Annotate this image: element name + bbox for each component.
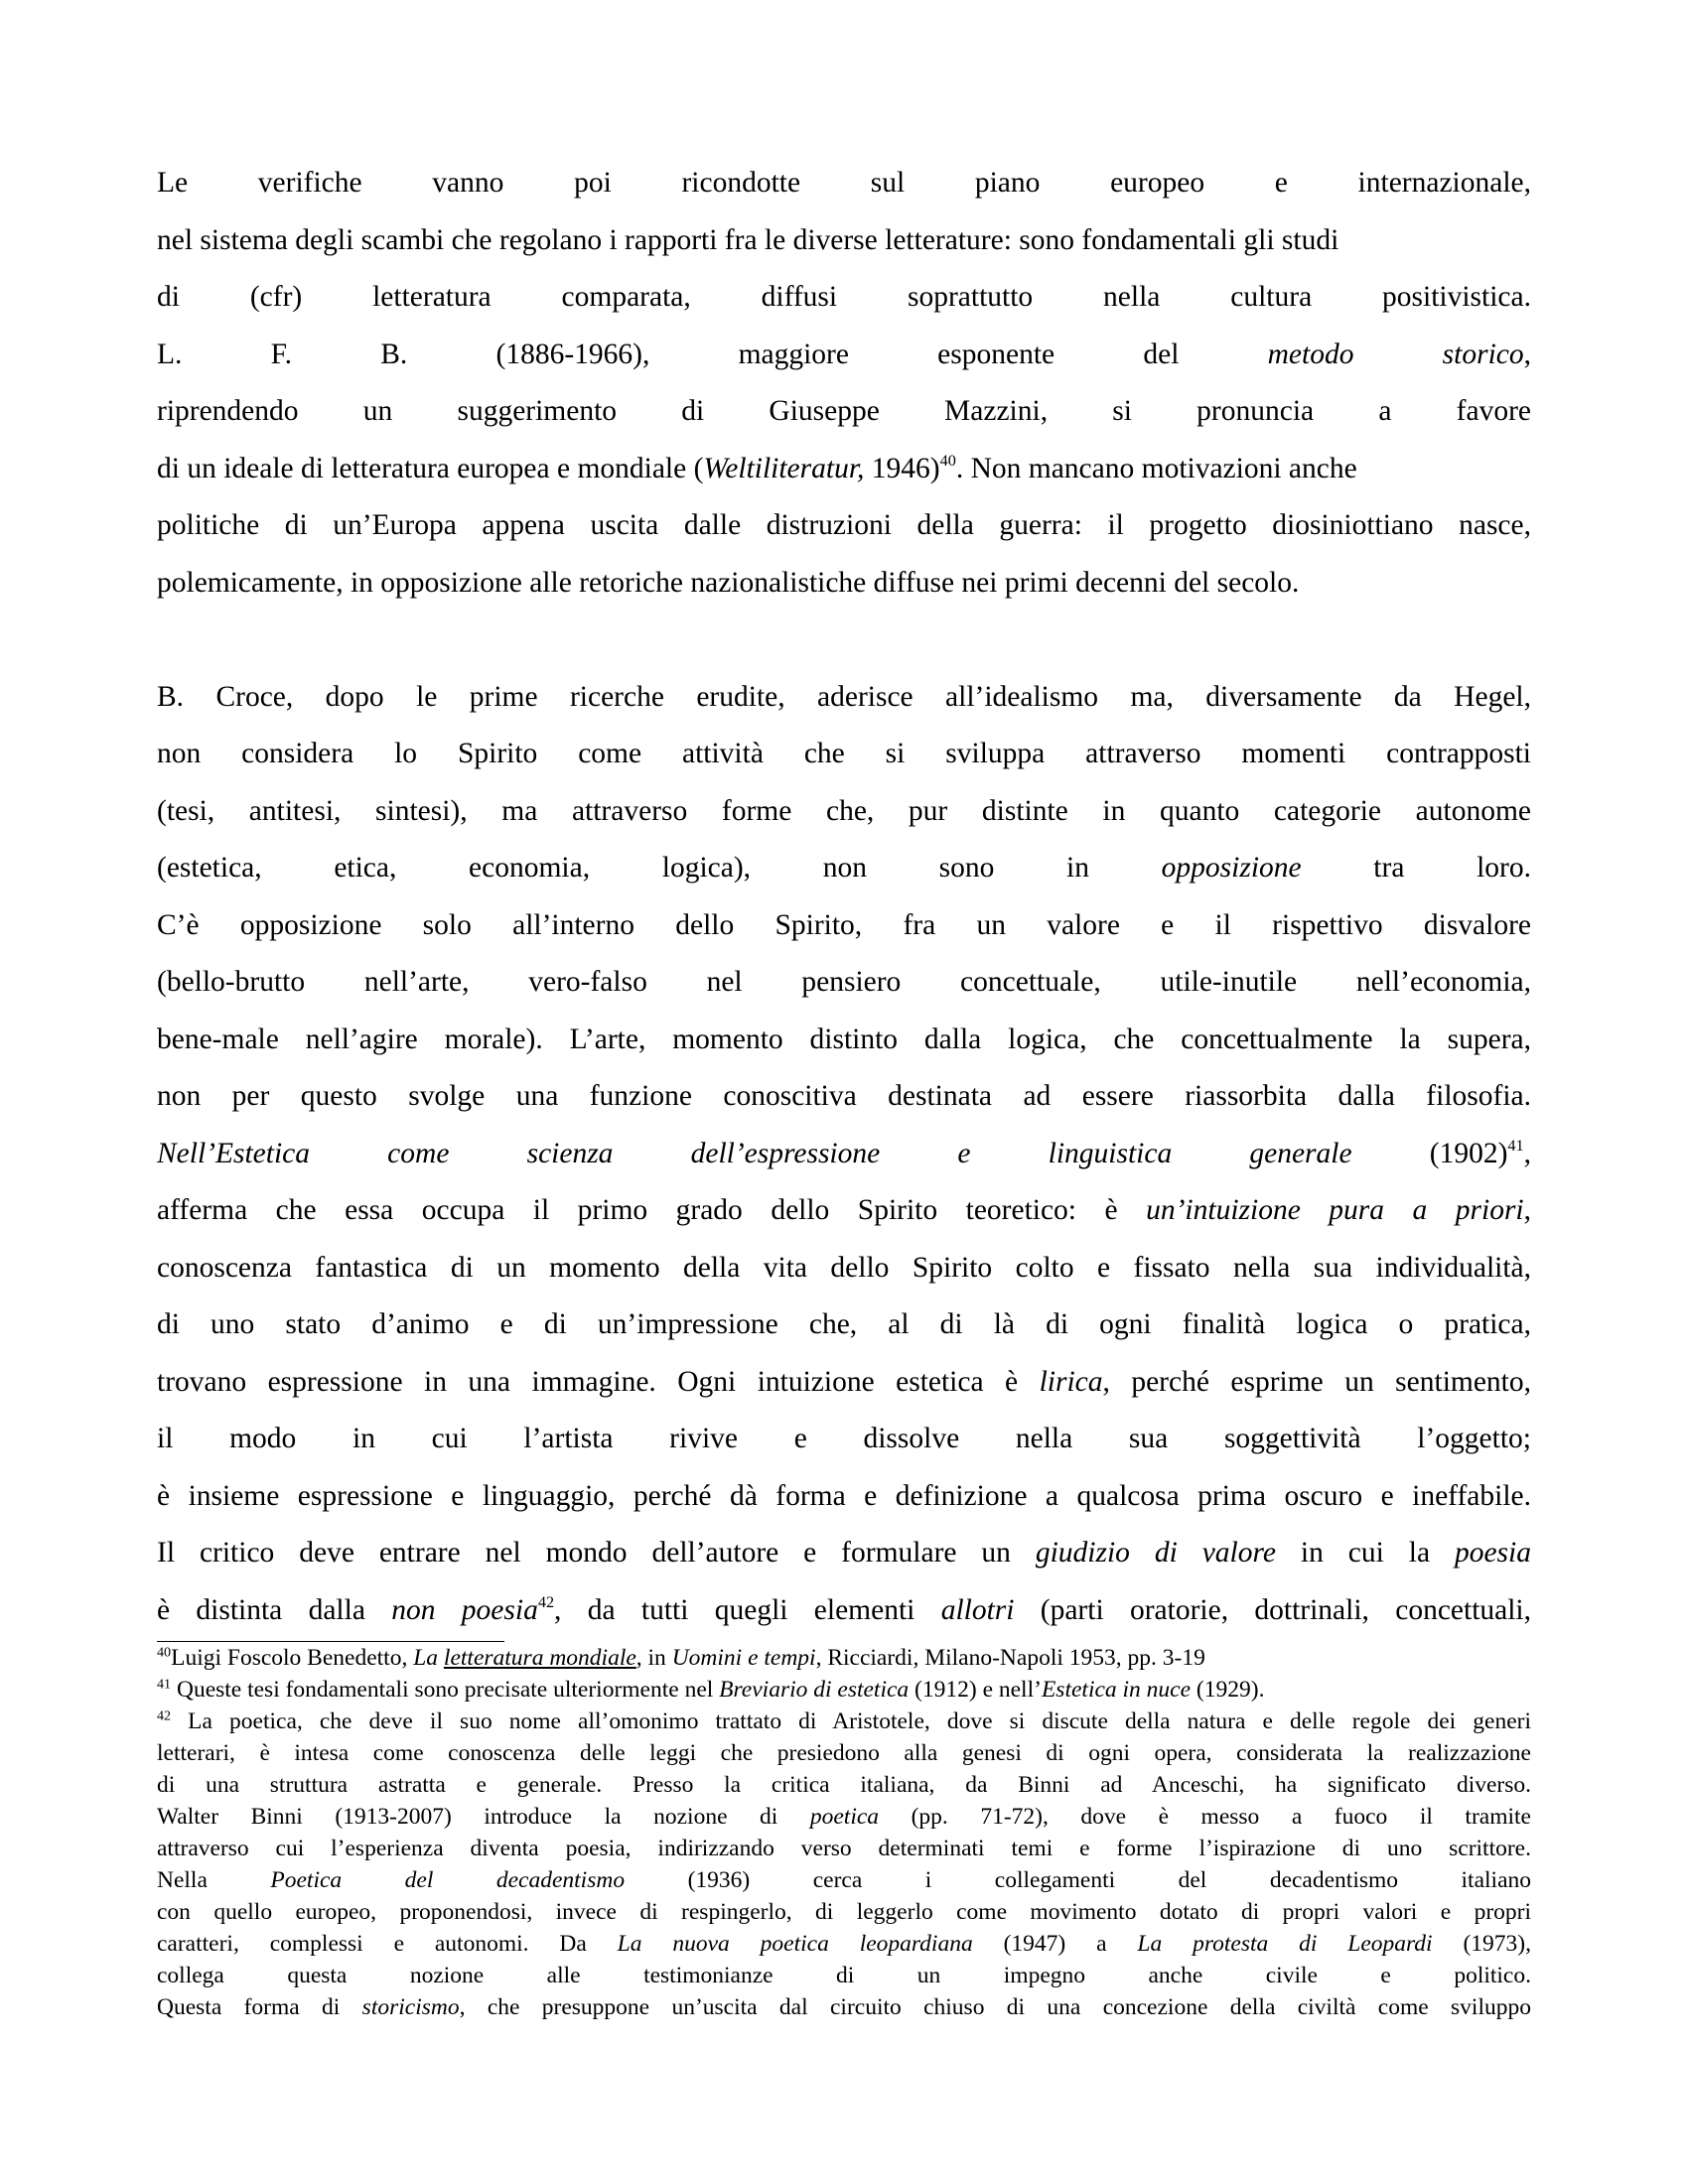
footnote-ref-40: 40 [939,451,956,470]
footnote-line: collega questa nozione alle testimonianze di un impegno anche civile e politico. [157,1963,1531,1988]
text-line: L. F. B. (1886-1966), maggiore esponente del metodo storico, [157,338,1531,370]
text-line: il modo in cui l’artista rivive e dissolve nella sua soggettività l’oggetto; [157,1423,1531,1454]
text-line: trovano espressione in una immagine. Ogni intuizione estetica è lirica, perché esprime un sentimento, [157,1365,1531,1398]
text-line: conoscenza fantastica di un momento della vita dello Spirito colto e fissato nella sua individualità, [157,1251,1531,1284]
text-line: (tesi, antitesi, sintesi), ma attraverso forme che, pur distinte in quanto categorie autonome [157,794,1531,827]
footnote-ref-42: 42 [537,1592,555,1611]
text-line: di un ideale di letteratura europea e mondiale (Weltiliteratur, 1946)$^{40}$. Non mancano motivazioni anche [157,451,1357,484]
footnote-ref-41: 41 [1507,1136,1524,1155]
text-line: è insieme espressione e linguaggio, perché dà forma e definizione a qualcosa prima oscuro e ineffabile. [157,1479,1531,1512]
footnote-40: $^{40}$Luigi Foscolo Benedetto, La letteratura mondiale, in Uomini e tempi, Ricciardi, Milano-Napoli 1953, pp. 3-19 [157,1644,1205,1671]
text-line: riprendendo un suggerimento di Giuseppe Mazzini, si pronuncia a favore [157,395,1531,427]
text-line: non considera lo Spirito come attività che si sviluppa attraverso momenti contrapposti [157,738,1531,769]
footnotes [157,1642,1531,2023]
footnote-41: $^{41}$ Queste tesi fondamentali sono precisate ulteriormente nel Breviario di estetica (1912) e nell’Estetica in nuce (1929). [157,1676,1265,1703]
text-line: Il critico deve entrare nel mondo dell’autore e formulare un giudizio di valore in cui la poesia [157,1537,1531,1569]
footnote-line: Walter Binni (1913-2007) introduce la nozione di poetica (pp. 71-72), dove è messo a fuoco il tramite [157,1804,1531,1830]
text-line: Nell’Estetica come scienza dell’espressione e linguistica generale $(1902)^{41}$, [157,1136,1532,1169]
footnote-line: Questa forma di storicismo, che presuppone un’uscita dal circuito chiuso di una concezione della civiltà come sviluppo [157,1994,1531,2020]
text-line: C’è opposizione solo all’interno dello Spirito, fra un valore e il rispettivo disvalore [157,908,1531,941]
paragraph-2 [157,669,1531,1640]
text-line: (bello-brutto nell’arte, vero-falso nel pensiero concettuale, utile-inutile nell’economia, [157,966,1531,998]
text-line: è distinta dalla non poesia$^{42}$, da tutti quegli elementi allotri (parti oratorie, dottrinali, concettuali, [157,1592,1532,1626]
text-line: bene-male nell’agire morale). L’arte, momento distinto dalla logica, che concettualmente la supera, [157,1023,1531,1055]
text-line: B. Croce, dopo le prime ricerche erudite, aderisce all’idealismo ma, diversamente da Hegel, [157,680,1531,713]
text-line: nel sistema degli scambi che regolano i rapporti fra le diverse letterature: sono fondamentali gli studi [157,223,1339,256]
document-page [157,155,1531,2023]
text-line: afferma che essa occupa il primo grado dello Spirito teoretico: è un’intuizione pura a priori, [157,1194,1532,1226]
footnote-line: Nella Poetica del decadentismo (1936) cerca i collegamenti del decadentismo italiano [157,1867,1531,1893]
text-line: Le verifiche vanno poi ricondotte sul piano europeo e internazionale, [157,167,1531,199]
footnote-line: attraverso cui l’esperienza diventa poesia, indirizzando verso determinati temi e forme l’ispirazione di uno scrittore. [157,1836,1531,1861]
text-line: di uno stato d’animo e di un’impressione che, al di là di ogni finalità logica o pratica, [157,1308,1531,1340]
text-line: di (cfr) letteratura comparata, diffusi soprattutto nella cultura positivistica. [157,281,1531,313]
text-line: politiche di un’Europa appena uscita dalle distruzioni della guerra: il progetto diosiniottiano nasce, [157,509,1531,541]
footnote-line: caratteri, complessi e autonomi. Da La nuova poetica leopardiana (1947) a La protesta di Leopardi (1973), [157,1931,1531,1957]
footnote-line: con quello europeo, proponendosi, invece di respingerlo, di leggerlo come movimento dotato di propri valori e propri [157,1899,1531,1925]
footnote-line: letterari, è intesa come conoscenza delle leggi che presiedono alla genesi di ogni opera, considerata la realizzazione [157,1740,1531,1766]
paragraph-1 [157,155,1531,612]
footnote-42: $^{42}$ La poetica, che deve il suo nome all’omonimo trattato di Aristotele, dove si discute della natura e delle regole dei generi [157,1707,1531,1734]
text-line: polemicamente, in opposizione alle retoriche nazionalistiche diffuse nei primi decenni del secolo. [157,566,1300,599]
text-line: non per questo svolge una funzione conoscitiva destinata ad essere riassorbita dalla filosofia. [157,1080,1531,1112]
footnote-line: di una struttura astratta e generale. Presso la critica italiana, da Binni ad Anceschi, ha significato diverso. [157,1772,1531,1798]
text-line: (estetica, etica, economia, logica), non sono in opposizione tra loro. [157,852,1531,884]
